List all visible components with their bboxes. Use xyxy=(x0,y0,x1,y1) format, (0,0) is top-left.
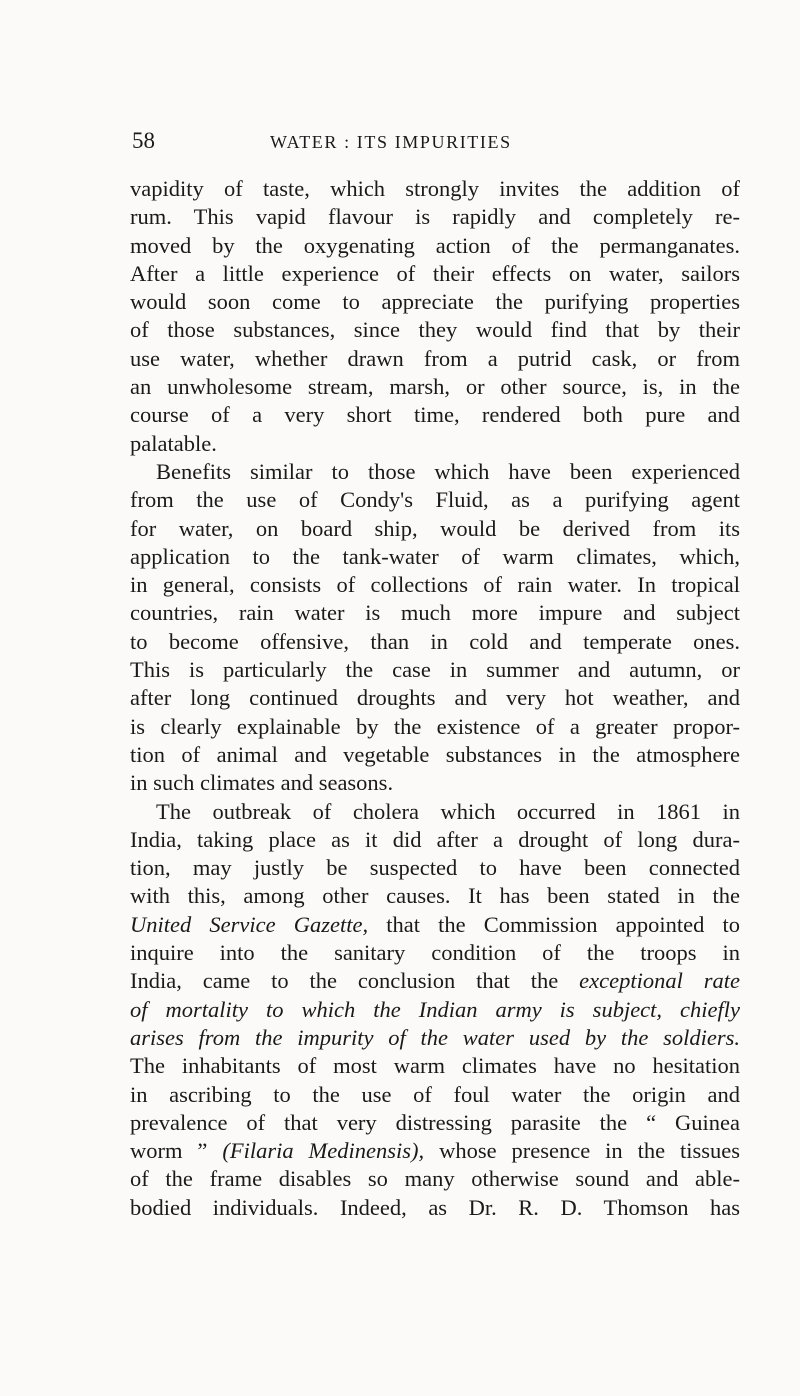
text-line: vapidity of taste, which strongly invites the addition of xyxy=(130,176,740,201)
body-text xyxy=(130,175,740,1222)
text-line: inquire into the sanitary condition of the troops in xyxy=(130,940,740,966)
text-line xyxy=(130,996,740,1024)
text-line: from the use of Condy's Fluid, as a purifying agent xyxy=(130,487,740,513)
text-line: India, taking place as it did after a drought of long dura- xyxy=(130,826,740,852)
text-line: use water, whether drawn from a putrid cask, or from xyxy=(130,345,740,371)
text-line: for water, on board ship, would be derived from its xyxy=(130,515,740,541)
text-line xyxy=(130,967,740,995)
text-line: in ascribing to the use of foul water the origin and xyxy=(130,1081,740,1107)
text-line xyxy=(130,1137,740,1165)
text-segment: worm ” xyxy=(130,1138,223,1164)
italic-segment: United Service Gazette, xyxy=(130,911,369,937)
text-line: The inhabitants of most warm climates have no hesitation xyxy=(130,1053,740,1079)
text-line: application to the tank-water of warm climates, which, xyxy=(130,543,740,569)
text-line: in general, consists of collections of rain water. In tropical xyxy=(130,572,740,598)
page-header xyxy=(130,128,740,158)
text-line: with this, among other causes. It has been stated in the xyxy=(130,883,740,909)
text-line: bodied individuals. Indeed, as Dr. R. D. Thomson has xyxy=(130,1194,740,1220)
italic-segment: exceptional rate xyxy=(579,968,740,994)
text-segment: India, came to the conclusion that the xyxy=(130,968,580,994)
text-segment: whose presence in the tissues xyxy=(424,1138,740,1164)
italic-segment: of mortality to which the Indian army is subject, chiefly xyxy=(130,996,740,1022)
text-line: prevalence of that very distressing parasite the “ Guinea xyxy=(130,1109,740,1135)
text-line: would soon come to appreciate the purifying properties xyxy=(130,289,740,315)
text-line: Benefits similar to those which have been experienced xyxy=(156,458,740,484)
text-line: of the frame disables so many otherwise sound and able- xyxy=(130,1166,740,1192)
text-line: is clearly explainable by the existence of a greater propor- xyxy=(130,713,740,739)
italic-segment: arises from the impurity of the water used by the soldiers. xyxy=(130,1024,740,1050)
text-line: in such climates and seasons. xyxy=(130,770,394,796)
text-line: tion of animal and vegetable substances in the atmosphere xyxy=(130,741,740,767)
running-head: WATER : ITS IMPURITIES xyxy=(270,132,512,152)
page-number: 58 xyxy=(132,128,155,153)
text-line xyxy=(130,911,740,939)
text-line: After a little experience of their effects on water, sailors xyxy=(130,260,740,286)
text-line: The outbreak of cholera which occurred in 1861 in xyxy=(156,798,740,824)
text-line: This is particularly the case in summer and autumn, or xyxy=(130,657,740,683)
text-line: of those substances, since they would find that by their xyxy=(130,317,740,343)
text-line: palatable. xyxy=(130,430,217,456)
text-segment: that the Commission appointed to xyxy=(368,911,740,937)
text-line: an unwholesome stream, marsh, or other source, is, in the xyxy=(130,374,740,400)
text-line: course of a very short time, rendered both pure and xyxy=(130,402,740,428)
text-line: moved by the oxygenating action of the permanganates. xyxy=(130,232,740,258)
text-line: to become offensive, than in cold and temperate ones. xyxy=(130,628,740,654)
text-line xyxy=(130,1024,740,1052)
text-line: tion, may justly be suspected to have been connected xyxy=(130,855,740,881)
text-line: rum. This vapid flavour is rapidly and completely re- xyxy=(130,204,740,230)
text-line: countries, rain water is much more impure and subject xyxy=(130,600,740,626)
text-line: after long continued droughts and very hot weather, and xyxy=(130,685,740,711)
italic-segment: (Filaria Medinensis), xyxy=(222,1138,425,1164)
